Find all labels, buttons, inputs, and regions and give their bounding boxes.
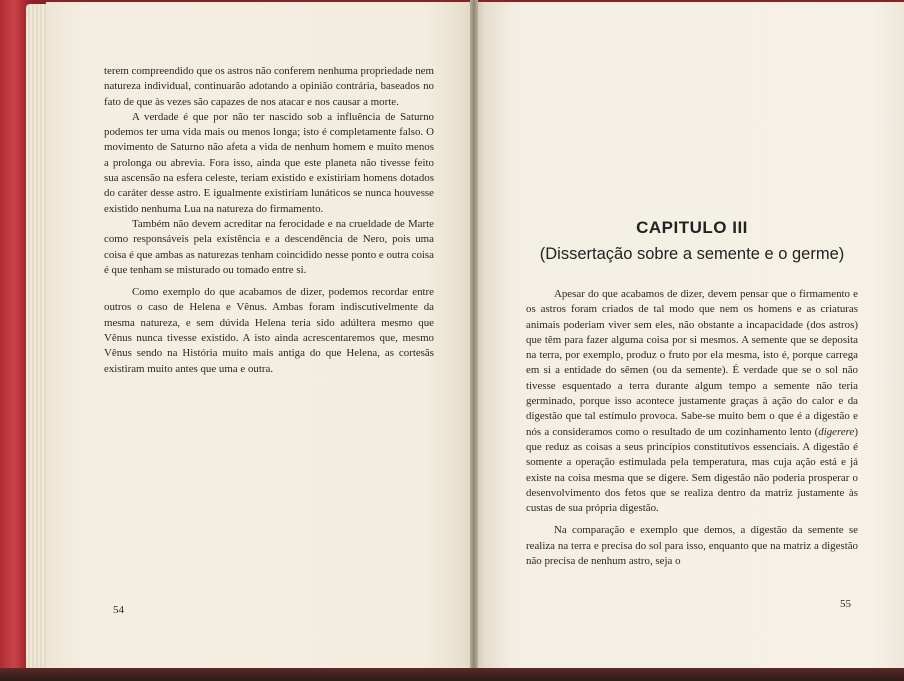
- page-number-left: 54: [113, 604, 124, 616]
- right-paragraph-2: Na comparação e exemplo que demos, a digestão da semente se realiza na terra e precisa do sol para isso, enquanto que na matriz a digestão não precisa de nenhum astro, seja o: [526, 524, 858, 568]
- italic-term: digerere: [818, 425, 855, 438]
- chapter-title: CAPITULO III: [636, 218, 748, 237]
- right-paragraph-1: [526, 287, 858, 516]
- left-paragraph-3: Também não devem acreditar na ferocidade e na crueldade de Marte como responsáveis pela existência e a descendência de Nero, pois uma coisa é que ambas as naturezas tenham coincidido nesse ponto e outra coisa é que tenham se misturado ou tomado entre si.: [104, 217, 434, 276]
- page-number-right: 55: [840, 598, 851, 610]
- left-paragraph-4: Como exemplo do que acabamos de dizer, podemos recordar entre outros o caso de Helena e Vênus. Ambas foram indiscutivelmente da mesma natureza, e sem dúvida Helena teria sido adúltera mesmo que Vênus nunca tivesse existido. A isto ainda acrescentaremos que, mesmo Vênus sendo na História muito mais antiga do que Helena, as cortesãs existiram muito antes que uma e outra.: [104, 286, 434, 375]
- right-paragraph-1-part-a: Apesar do que acabamos de dizer, devem pensar que o firmamento e os astros foram criados de tal modo que nem os homens e as criaturas animais poderiam viver sem eles, não obstante a incapacidade (dos astros) que têm para fazer alguma coisa por si mesmos. A semente que se deposita na terra, por exemplo, produz o fruto por ela mesma, isto é, porque carrega em si a entidade do sêmen (ou da semente). É verdade que se o sol não tivesse esquentado a terra durante algum tempo a semente não teria germinado, porque isso acontece justamente graças à ação do calor e da digestão que tal estímulo provoca. Sabe-se muito bem o que é a digestão e nós a consideramos como o resultado de um cozinhamento lento (: [526, 288, 858, 438]
- left-page-text: [104, 64, 434, 377]
- left-paragraph-2: A verdade é que por não ter nascido sob a influência de Saturno podemos ter uma vida mais ou menos longa; isto é completamente falso. O movimento de Saturno não afeta a vida de nenhum homem e muito menos a prolonga ou abrevia. Fora isso, ainda que este planeta não tivesse feito sua ascensão na esfera celeste, teriam existido e existiriam homens dotados do caráter desse astro. E igualmente existiriam lunáticos se nunca houvesse existido nenhuma Lua na natureza do firmamento.: [104, 110, 434, 215]
- right-paragraph-1-part-b: ) que reduz as coisas a seus princípios constitutivos essenciais. A digestão é somente a operação estimulada pela temperatura, mas cuja ação está e já existe na coisa mesma que se digere. Sem digestão não poderia prosperar o desenvolvimento dos fetos que se realiza dentro da matriz justamente às custas de sua própria digestão.: [526, 425, 858, 515]
- bottom-shadow: [0, 668, 904, 681]
- book-gutter: [470, 0, 478, 681]
- right-page-text: [526, 287, 858, 569]
- left-paragraph-1: terem compreendido que os astros não conferem nenhuma propriedade nem natureza individual, continuarão adotando a opinião contrária, baseados no fato de que às vezes são capazes de nos atacar e nos causar a morte.: [104, 65, 434, 108]
- chapter-subtitle: (Dissertação sobre a semente e o germe): [539, 245, 845, 263]
